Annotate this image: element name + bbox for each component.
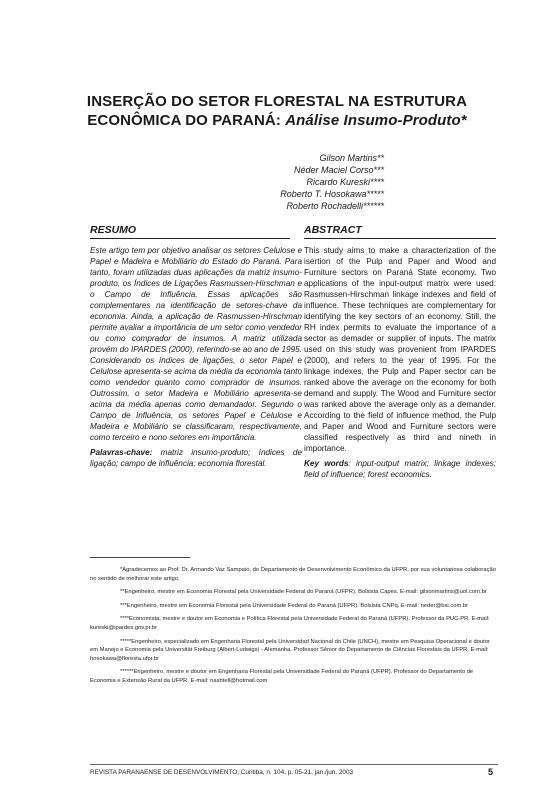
title-line-2: ECONÔMICA DO PARANÁ: [87, 112, 281, 129]
footnotes [90, 566, 498, 691]
author-name: Roberto T. Hosokawa***** [280, 189, 384, 199]
resumo-heading: RESUMO [90, 224, 290, 239]
abstract-keywords-text: : input-output matrix; linkage indexes; field of influence; forest economics. [304, 459, 497, 479]
resumo-keywords-label: Palavras-chave: [90, 448, 153, 457]
footnote: *****Engenheiro, especializado em Engenharia Florestal pela Universidad Nacional do Chile (UNCH), mestre em Pesquisa Operacional e doutor em Manejo e Economia pela Universität Freiburg (Albert-Ludwigs) - Alemanha. Professor Sênior do Departamento de Ciências Florestais da UFPR. E-mail: hosokawa@floresta.ufpr.br [90, 638, 490, 662]
abstract-heading: ABSTRACT [304, 224, 496, 239]
footnote: **Engenheiro, mestre em Economia Florestal pela Universidade Federal do Paraná (UFPR). Bolsista Capes. E-mail: gilsonmartins@uol.com.br [120, 589, 487, 596]
resumo-keywords-text: matriz insumo-produto; índices de ligação; campo de influência; economia florestal. [90, 448, 303, 468]
footnote: *Agradecemos ao Prof. Dr. Armando Vaz Sampaio, do Departamento de Desenvolvimento Econômico da UFPR, por sua voluntariosa colaboração no sentido de melhorar este artigo. [90, 567, 496, 582]
footnote-divider [90, 557, 190, 558]
footnote: ****Economista, mestre e doutor em Economia e Política Florestal pela Universidade Federal do Paraná (UFPR). Professor da PUC-PR. E-mail: kureski@ipardes.gov.pr.br [90, 616, 490, 631]
author-name: Gilson Martins** [319, 153, 384, 163]
footer-divider [90, 764, 498, 765]
journal-citation: REVISTA PARANAENSE DE DESENVOLVIMENTO, Curitiba, n. 104, p. 05-21, jan./jun. 2003 [90, 769, 354, 776]
title-subtitle: Análise Insumo-Produto* [285, 112, 467, 129]
resumo-text: Este artigo tem por objetivo analisar os setores Celulose e Papel e Madeira e Mobiliário do Estado do Paraná. Para tanto, foram utilizadas duas aplicações da matriz insumo-produto, os Índices de Ligações Rasmussen-Hirschman e o Campo de Influência. Essas aplicações são complementares na identificação de setores-chave da economia. Ainda, a aplicação de Rasmussen-Hirschman permite avaliar a importância de um setor como vendedor ou como comprador de insumos. A matriz utilizada provém do IPARDES (2000), referindo-se ao ano de 1995. Considerando os índices de ligações, o setor Papel e Celulose apresenta-se acima da média da economia tanto como vendedor quanto como comprador de insumos. Outrossim, o setor Madeira e Mobiliário apresenta-se acima da média apenas como demandador. Segundo o Campo de Influência, os setores Papel e Celulose e Madeira e Mobiliário se classificaram, respectivamente, como terceiro e nono setores em importância. [90, 246, 302, 442]
article-title [60, 92, 494, 130]
resumo-section [90, 224, 302, 469]
abstract-text: This study aims to make a characterization of the isertion of the Pulp and Paper and Wood and Furniture sectors on Paraná State economy. Two applications of the input-output matrix were used: Rasmussen-Hirschman linkage indexes and field of influence. These techniques are complementary for identifying the key sectors of an economy. Still, the RH index permits to evaluate the importance of a sector as demader or supplier of inputs. The matrix used on this study was provenient from IPARDES (2000), and refers to the year of 1995. For the linkage indexes, the Pulp and Paper sector can be ranked above the average on the economy for both demand and supply. The Wood and Furniture sector was ranked above the average only as a demander. According to the field of influence method, the Pulp and Paper and Wood and Furniture sectors were classified respectively as third and nineth in importance. [304, 246, 496, 453]
author-name: Néder Maciel Corso*** [293, 165, 384, 175]
footnote: ******Engenheiro, mestre e doutor em Engenharia Florestal pela Universidade Federal do Paraná (UFPR). Professor do Departamento de Economia e Extensão Rural da UFPR. E-mail: nashtell@hotmail.com [90, 669, 474, 684]
author-list [180, 152, 384, 212]
resumo-keywords [90, 447, 302, 469]
abstract-section [304, 224, 496, 488]
abstract-keywords-label: Key words [304, 459, 349, 468]
footnote: ***Engenheiro, mestre em Economia Florestal pela Universidade Federal do Paraná (UFPR). Bolsista CNPq. E-mail: neder@bsi.com.br [120, 602, 469, 609]
page-number: 5 [488, 767, 494, 777]
abstract-keywords [304, 458, 496, 480]
author-name: Roberto Rochadelli****** [286, 201, 384, 211]
title-line-1: INSERÇÃO DO SETOR FLORESTAL NA ESTRUTURA [86, 93, 468, 110]
author-name: Ricardo Kureski**** [306, 177, 384, 187]
